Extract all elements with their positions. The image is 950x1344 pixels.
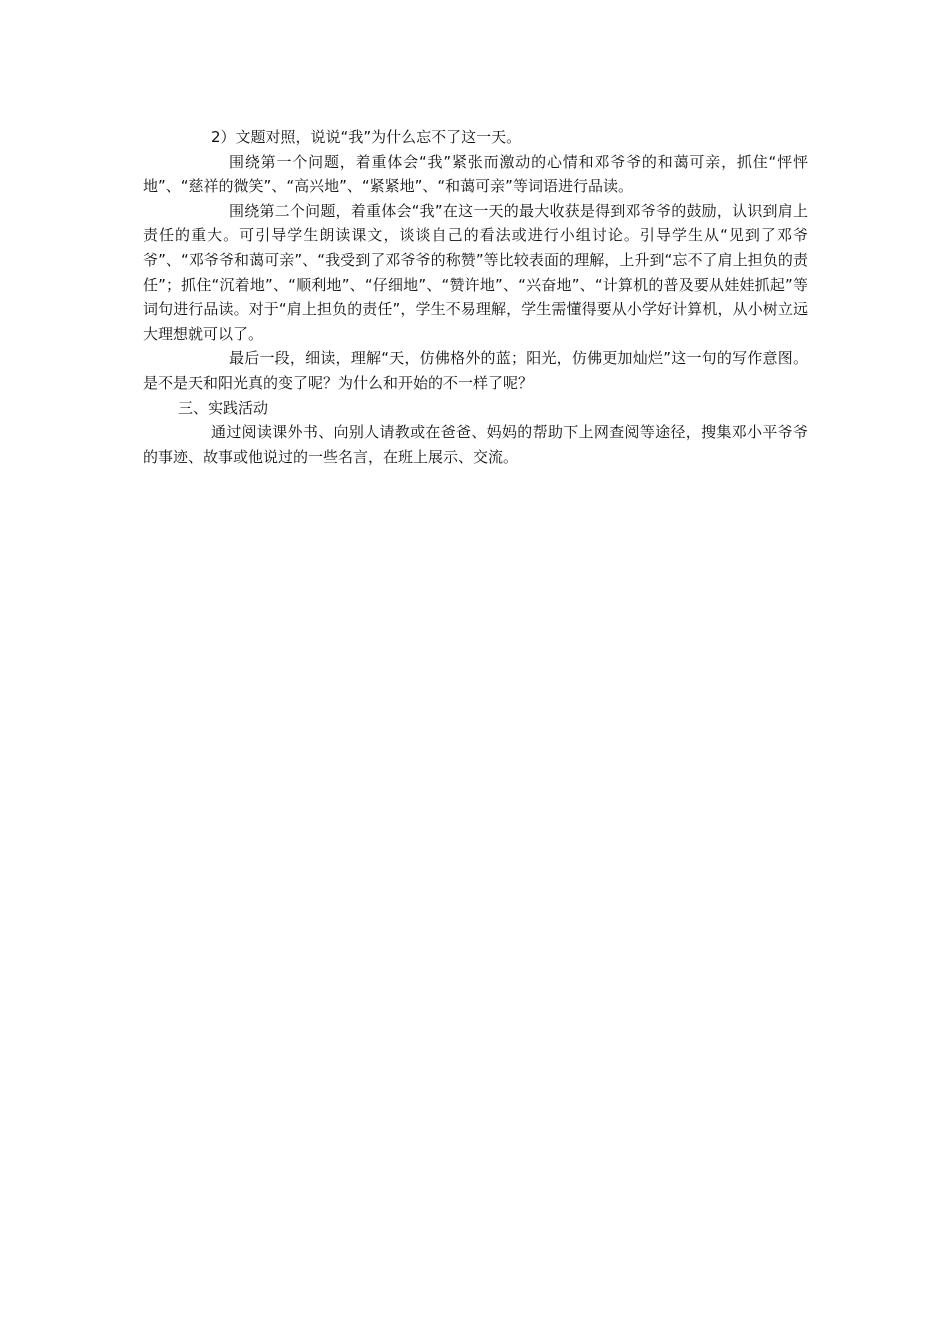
paragraph-second-question: 围绕第二个问题，着重体会“我”在这一天的最大收获是得到邓爷爷的鼓励，认识到肩上责任的重大。可引导学生朗读课文，谈谈自己的看法或进行小组讨论。引导学生从“见到了邓爷爷”、“邓爷爷和蔼可亲”、“我受到了邓爷爷的称赞”等比较表面的理解，上升到“忘不了肩上担负的责任”；抓住“沉着地”、“顺利地”、“仔细地”、“赞许地”、“兴奋地”、“计算机的普及要从娃娃抓起”等词句进行品读。对于“肩上担负的责任”，学生不易理解，学生需懂得要从小学好计算机，从小树立远大理想就可以了。	[143, 201, 808, 343]
document-body	[143, 125, 808, 469]
item-question-2: 2）文题对照，说说“我”为什么忘不了这一天。	[211, 128, 522, 146]
paragraph-last-section: 最后一段，细读，理解“天，仿佛格外的蓝；阳光，仿佛更加灿烂”这一句的写作意图。是不是天和阳光真的变了呢？为什么和开始的不一样了呢？	[143, 349, 808, 392]
paragraph-first-question: 围绕第一个问题，着重体会“我”紧张而激动的心情和邓爷爷的和蔼可亲，抓住“怦怦地”、“慈祥的微笑”、“高兴地”、“紧紧地”、“和蔼可亲”等词语进行品读。	[143, 152, 808, 196]
section-heading-practice: 三、实践活动	[178, 398, 269, 417]
paragraph-practice-activity: 通过阅读课外书、向别人请教或在爸爸、妈妈的帮助下上网查阅等途径，搜集邓小平爷爷的事迹、故事或他说过的一些名言，在班上展示、交流。	[143, 423, 808, 466]
